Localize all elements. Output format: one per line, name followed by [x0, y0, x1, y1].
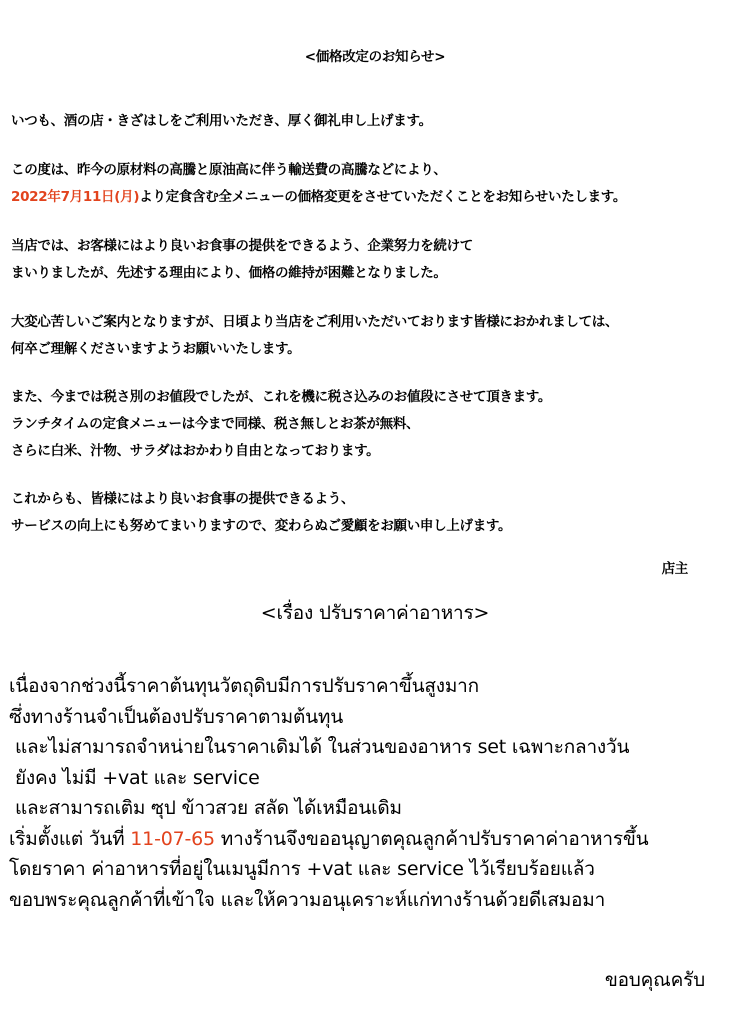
jp-paragraph-reason [11, 157, 626, 211]
jp-tax-line-1: また、今までは税さ別のお値段でしたが、これを機に税さ込みのお値段にさせて頂きます。 [11, 389, 552, 405]
th-line-7: โดยราคา ค่าอาหารที่อยู่ในเมนูมีการ +vat และ service ไว้เรียบร้อยแล้ว [9, 858, 595, 880]
jp-closing-line-1: これからも、皆様にはより良いお食事の提供できるよう、 [11, 491, 355, 507]
jp-apology-line-2: 何卒ご理解くださいますようお願いいたします。 [11, 341, 301, 357]
jp-paragraph-apology [11, 309, 618, 363]
jp-effort-line-2: まいりましたが、先述する理由により、価格の維持が困難となりました。 [11, 265, 447, 281]
th-line-8: ขอบพระคุณลูกค้าที่เข้าใจ และให้ความอนุเคราะห์แก่ทางร้านด้วยดีเสมอมา [9, 888, 606, 911]
jp-tax-line-2: ランチタイムの定食メニューは今まで同様、税さ無しとお茶が無料、 [11, 416, 420, 432]
th-notice-body [9, 671, 648, 915]
th-line-3: และไม่สามารถจำหน่ายในราคาเดิมได้ ในส่วนของอาหาร set เฉพาะกลางวัน [15, 736, 630, 758]
jp-apology-line-1: 大変心苦しいご案内となりますが、日頃より当店をご利用いただいております皆様におかれましては、 [11, 314, 619, 330]
th-thanks: ขอบคุณครับ [604, 969, 705, 991]
jp-paragraph-greeting [11, 108, 432, 135]
th-notice-title: <เรื่อง ปรับราคาค่าอาหาร> [260, 602, 490, 624]
jp-closing-line-2: サービスの向上にも努めてまいりますので、変わらぬご愛顧をお願い申し上げます。 [11, 518, 512, 534]
jp-greeting-line: いつも、酒の店・きざはしをご利用いただき、厚く御礼申し上げます。 [11, 113, 432, 129]
jp-signature: 店主 [661, 561, 688, 577]
th-line-6 [9, 824, 648, 855]
jp-paragraph-closing [11, 486, 511, 540]
jp-tax-line-3: さらに白米、汁物、サラダはおかわり自由となっております。 [11, 443, 380, 459]
th-line-2: ซึ่งทางร้านจำเป็นต้องปรับราคาตามต้นทุน [9, 705, 344, 728]
th-line-1: เนื่องจากช่วงนี้ราคาต้นทุนวัตถุดิบมีการปรับราคาขึ้นสูงมาก [9, 675, 479, 697]
th-line-4: ยังคง ไม่มี +vat และ service [15, 766, 260, 789]
th-effective-date: 11-07-65 [130, 827, 215, 850]
jp-notice-title: <価格改定のお知らせ> [304, 49, 446, 65]
th-line-6-start: เริ่มตั้งแต่ วันที่ [9, 827, 131, 850]
th-line-5: และสามารถเติม ซุป ข้าวสวย สลัด ได้เหมือนเดิม [15, 797, 402, 819]
jp-effective-date: 2022年7月11日(月) [11, 189, 140, 205]
jp-reason-line-2-text: より定食含む全メニューの価格変更をさせていただくことをお知らせいたします。 [139, 189, 627, 205]
jp-paragraph-effort [11, 233, 473, 287]
jp-reason-line-2 [11, 184, 626, 211]
jp-reason-line-1: この度は、昨今の原材料の高騰と原油高に伴う輸送費の高騰などにより、 [11, 162, 447, 178]
th-line-6-end: ทางร้านจึงขออนุญาตคุณลูกค้าปรับราคาค่าอาหารขึ้น [214, 827, 649, 850]
jp-paragraph-tax [11, 384, 551, 465]
jp-effort-line-1: 当店では、お客様にはより良いお食事の提供をできるよう、企業努力を続けて [11, 238, 473, 254]
